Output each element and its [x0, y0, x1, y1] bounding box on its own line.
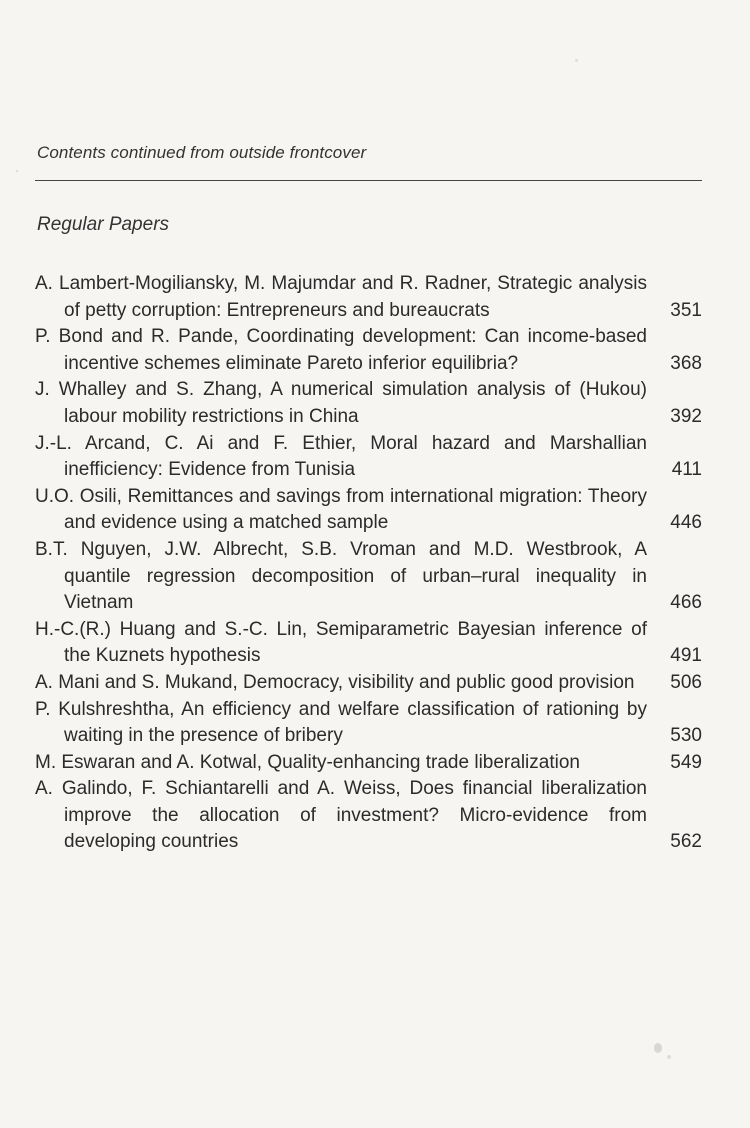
- toc-entry-text: A. Galindo, F. Schiantarelli and A. Weiss, Does financial liberalization improve the allocation of investment? Micro-evidence from developing countries: [35, 778, 647, 853]
- toc-entry-page: 506: [670, 671, 702, 693]
- toc-entry-page: 411: [671, 459, 702, 481]
- toc-entry: [35, 697, 702, 750]
- toc-entry: [35, 617, 702, 670]
- toc-entry-text: A. Lambert-Mogiliansky, M. Majumdar and R. Radner, Strategic analysis of petty corruption: Entrepreneurs and bureaucrats: [35, 273, 647, 321]
- toc-entry-page: 351: [670, 299, 702, 321]
- toc-entry-text: M. Eswaran and A. Kotwal, Quality-enhancing trade liberalization: [35, 751, 580, 773]
- toc-entry-text: A. Mani and S. Mukand, Democracy, visibility and public good provision: [35, 671, 635, 693]
- table-of-contents: [35, 271, 702, 856]
- scan-speck: [16, 170, 18, 172]
- toc-entry: [35, 484, 702, 537]
- toc-entry-text: J. Whalley and S. Zhang, A numerical simulation analysis of (Hukou) labour mobility restrictions in China: [35, 379, 647, 427]
- toc-entry: [35, 377, 702, 430]
- toc-entry-page: 466: [670, 592, 702, 614]
- toc-entry-text: J.-L. Arcand, C. Ai and F. Ethier, Moral hazard and Marshallian inefficiency: Evidence from Tunisia: [35, 432, 647, 481]
- toc-entry-page: 491: [670, 645, 702, 667]
- toc-entry: [35, 431, 702, 484]
- header-rule: [35, 180, 702, 181]
- toc-entry-text: B.T. Nguyen, J.W. Albrecht, S.B. Vroman and M.D. Westbrook, A quantile regression decomposition of urban–rural inequality in Vietnam: [35, 538, 647, 614]
- toc-entry-page: 530: [670, 725, 702, 747]
- toc-entry-text: P. Kulshreshtha, An efficiency and welfare classification of rationing by waiting in the presence of bribery: [35, 698, 647, 747]
- toc-entry-page: 446: [670, 512, 702, 534]
- toc-entry-page: 368: [670, 352, 702, 374]
- toc-entry: [35, 271, 702, 324]
- section-title: Regular Papers: [37, 214, 170, 235]
- toc-entry-text: U.O. Osili, Remittances and savings from international migration: Theory and evidence using a matched sample: [35, 485, 647, 534]
- scan-speck: [575, 59, 578, 62]
- scan-speck: [654, 1043, 662, 1053]
- toc-entry: [35, 776, 702, 856]
- toc-entry-text: H.-C.(R.) Huang and S.-C. Lin, Semiparametric Bayesian inference of the Kuznets hypothesis: [35, 618, 647, 667]
- toc-entry: [35, 750, 702, 777]
- toc-entry-page: 392: [670, 405, 702, 427]
- toc-entry: [35, 670, 702, 697]
- toc-entry-text: P. Bond and R. Pande, Coordinating development: Can income-based incentive schemes eliminate Pareto inferior equilibria?: [35, 326, 647, 374]
- toc-entry-page: 562: [670, 831, 702, 853]
- scan-speck: [667, 1055, 671, 1059]
- toc-entry-page: 549: [670, 751, 702, 773]
- toc-entry: [35, 537, 702, 617]
- toc-entry: [35, 324, 702, 377]
- contents-continued-note: Contents continued from outside frontcover: [37, 143, 367, 162]
